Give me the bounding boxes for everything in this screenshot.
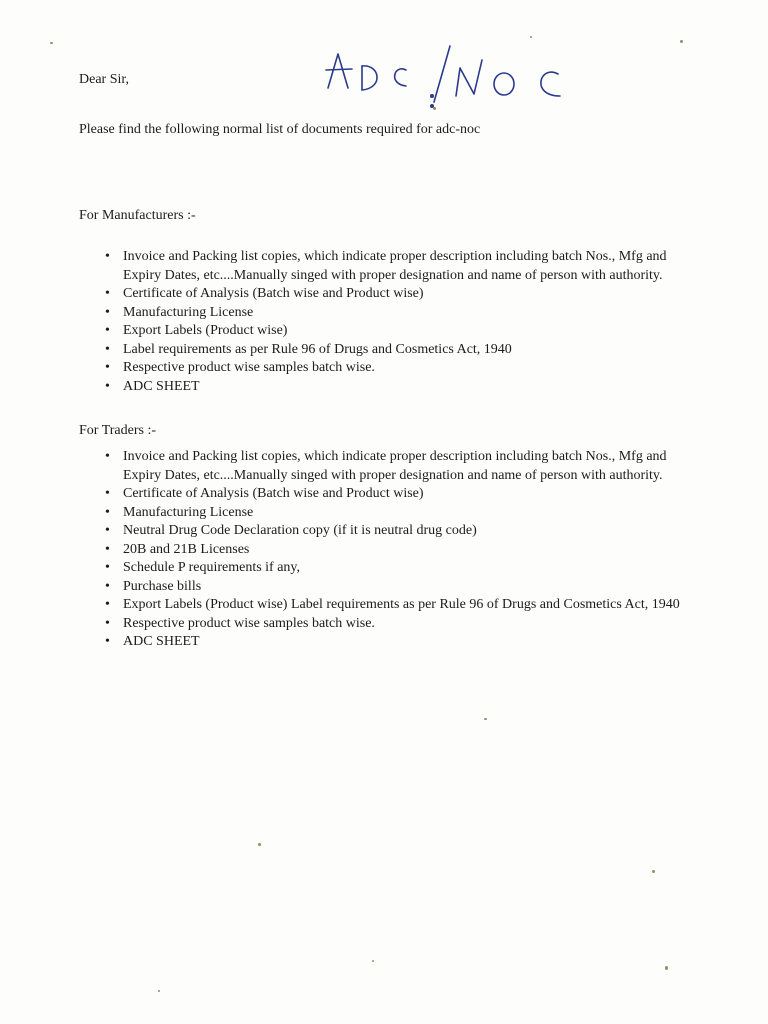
list-item: • ADC SHEET <box>105 378 705 397</box>
scan-speck <box>258 843 261 846</box>
scan-speck <box>530 36 532 38</box>
list-item: • Label requirements as per Rule 96 of Drugs and Cosmetics Act, 1940 <box>105 341 705 360</box>
list-item: • Certificate of Analysis (Batch wise and Product wise) <box>105 285 705 304</box>
traders-heading: For Traders :- <box>79 423 157 438</box>
list-item: • Schedule P requirements if any, <box>105 559 705 578</box>
salutation: Dear Sir, <box>79 72 129 87</box>
scan-speck <box>158 990 160 992</box>
list-item: • Respective product wise samples batch wise. <box>105 615 705 634</box>
manufacturers-heading: For Manufacturers :- <box>79 208 196 223</box>
list-item: • Respective product wise samples batch wise. <box>105 359 705 378</box>
list-item: • Manufacturing License <box>105 504 705 523</box>
manufacturers-document-list <box>105 248 705 396</box>
list-item: • ADC SHEET <box>105 633 705 652</box>
list-item: • Invoice and Packing list copies, which indicate proper description including batch Nos., Mfg and Expiry Dates, etc....Manually singed with proper designation and name of person with authority. <box>105 248 705 285</box>
scan-speck <box>372 960 374 962</box>
list-item: • Certificate of Analysis (Batch wise and Product wise) <box>105 485 705 504</box>
scan-speck <box>665 966 668 970</box>
list-item: • Neutral Drug Code Declaration copy (if it is neutral drug code) <box>105 522 705 541</box>
scan-speck <box>484 718 487 720</box>
scan-speck <box>652 870 655 873</box>
list-item: • Manufacturing License <box>105 304 705 323</box>
scan-speck <box>50 42 53 44</box>
list-item: • Export Labels (Product wise) Label requirements as per Rule 96 of Drugs and Cosmetics Act, 1940 <box>105 596 705 615</box>
intro-paragraph: Please find the following normal list of documents required for adc-noc <box>79 122 481 137</box>
scan-speck <box>680 40 683 43</box>
list-item: • Invoice and Packing list copies, which indicate proper description including batch Nos., Mfg and Expiry Dates, etc....Manually singed with proper designation and name of person with authority. <box>105 448 705 485</box>
list-item: • 20B and 21B Licenses <box>105 541 705 560</box>
handwritten-adc-noc-annotation <box>322 40 582 110</box>
traders-document-list <box>105 448 705 652</box>
list-item: • Export Labels (Product wise) <box>105 322 705 341</box>
list-item: • Purchase bills <box>105 578 705 597</box>
scan-speck <box>433 107 436 110</box>
